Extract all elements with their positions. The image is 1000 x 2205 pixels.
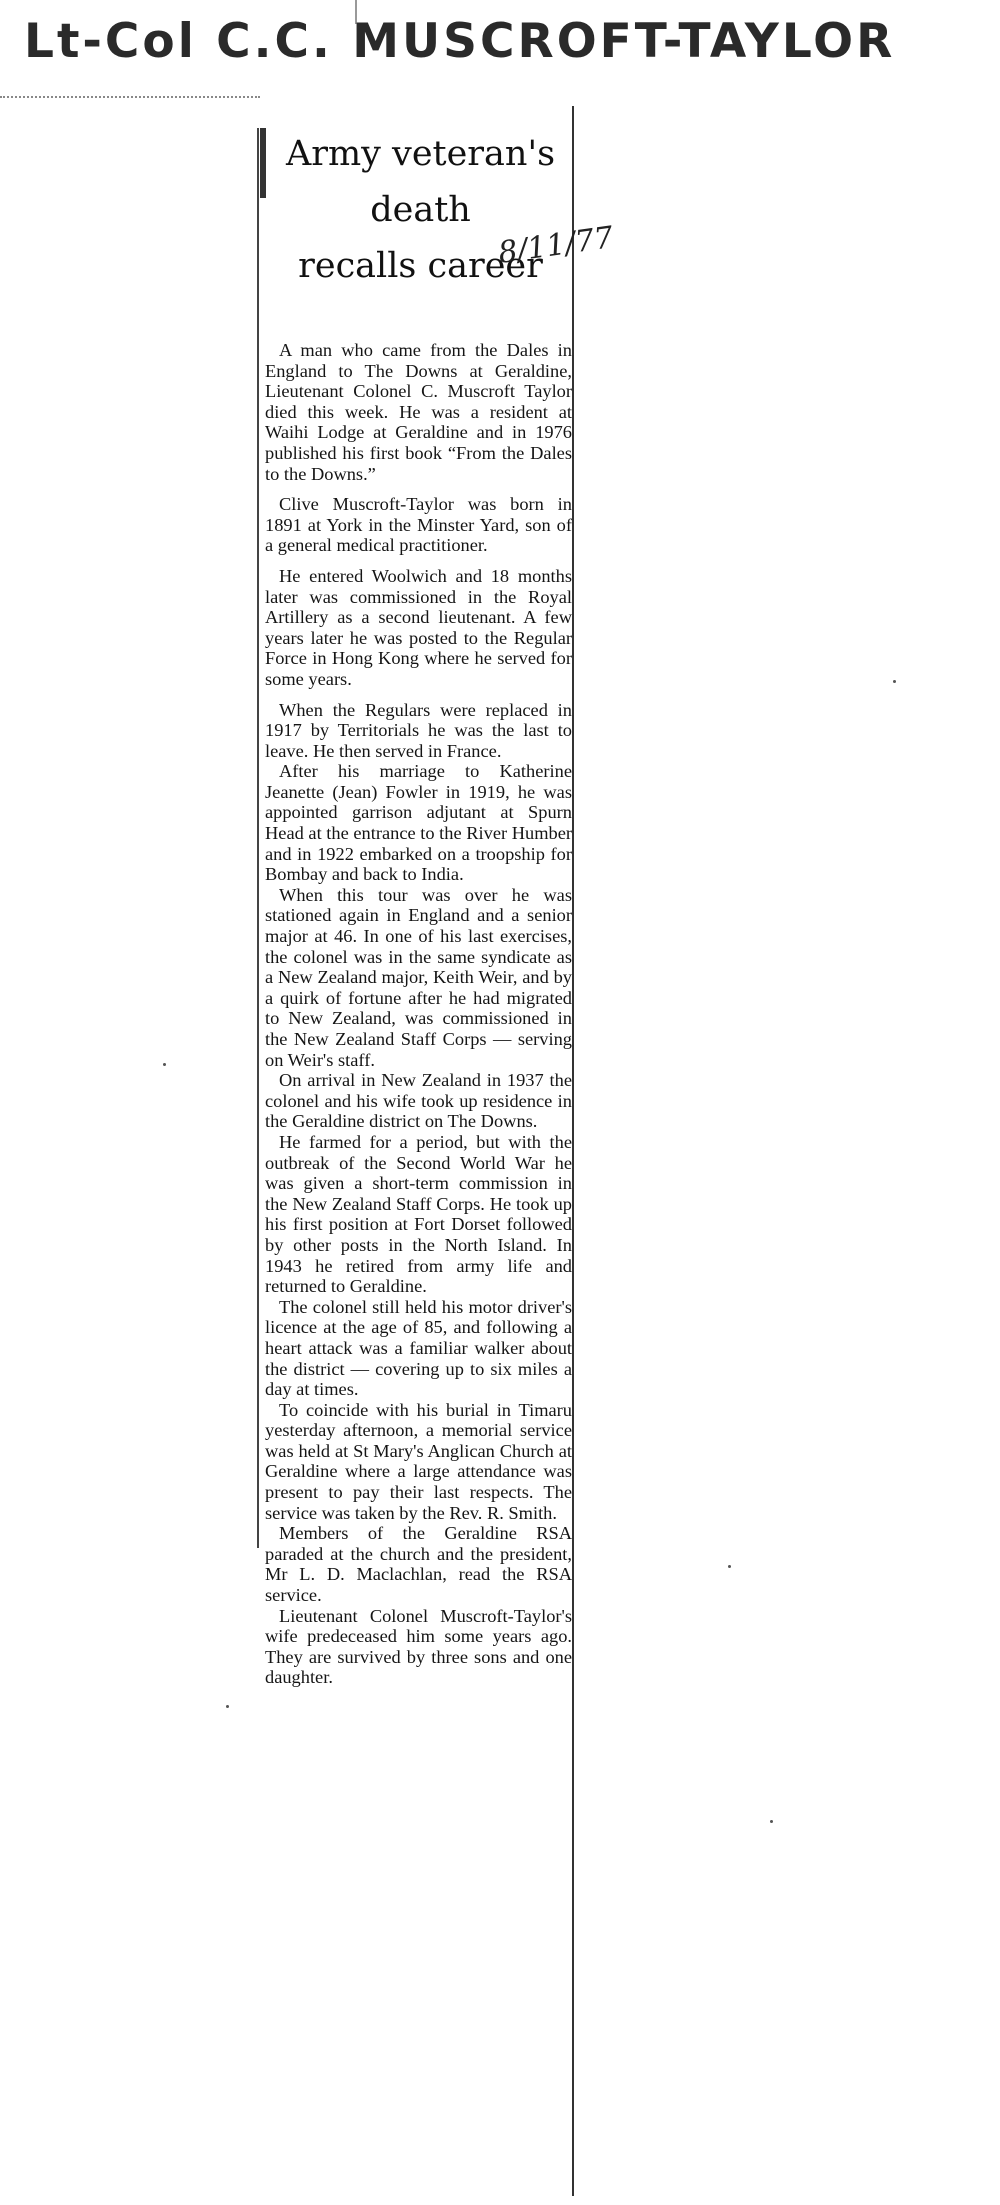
scan-speck [728,1565,731,1568]
clipping-headline-bar [260,128,266,198]
article-paragraph: A man who came from the Dales in England to The Downs at Geraldine, Lieutenant Colonel C. Muscroft Taylor died this week. He was a resident at Waihi Lodge at Geraldine and in 1976 published his first book “From the Dales to the Downs.” [265,340,572,484]
article-paragraph: To coincide with his burial in Timaru yesterday afternoon, a memorial service was held at St Mary's Anglican Church at Geraldine where a large attendance was present to pay their last respects. The service was taken by the Rev. R. Smith. [265,1399,572,1523]
article-paragraph: He farmed for a period, but with the outbreak of the Second World War he was given a short-term commission in the New Zealand Staff Corps. He took up his first position at Fort Dorset followed by other posts in the North Island. In 1943 he retired from army life and returned to Geraldine. [265,1131,572,1297]
clipping-right-edge [572,106,574,2196]
headline-line-1: Army veteran's [285,134,556,174]
headline-line-2: death [370,190,471,230]
scan-speck [163,1063,166,1066]
headline-line-3: recalls career [298,246,543,286]
article-headline [269,118,572,294]
article-paragraph: When the Regulars were replaced in 1917 by Territorials he was the last to leave. He then served in France. [265,699,572,761]
article-paragraph: After his marriage to Katherine Jeanette (Jean) Fowler in 1919, he was appointed garrison adjutant at Spurn Head at the entrance to the River Humber and in 1922 embarked on a troopship for Bombay and back to India. [265,761,572,885]
article-paragraph: He entered Woolwich and 18 months later was commissioned in the Royal Artillery as a second lieutenant. A few years later he was posted to the Regular Force in Hong Kong where he served for some years. [265,565,572,689]
newspaper-clipping [265,118,572,2193]
dotted-rule [0,96,260,98]
scan-speck [893,680,896,683]
article-paragraph: The colonel still held his motor driver's licence at the age of 85, and following a heart attack was a familiar walker about the district — covering up to six miles a day at times. [265,1296,572,1400]
scan-speck [226,1705,229,1708]
article-paragraph: Clive Muscroft-Taylor was born in 1891 at York in the Minster Yard, son of a general medical practitioner. [265,494,572,556]
handwritten-date: 8/11/77 [496,220,616,271]
clipping-left-edge [257,128,259,1548]
article-paragraph: Members of the Geraldine RSA paraded at the church and the president, Mr L. D. Maclachlan, read the RSA service. [265,1523,572,1606]
scan-speck [770,1820,773,1823]
article-paragraph: When this tour was over he was stationed again in England and a senior major at 46. In one of his last exercises, the colonel was in the same syndicate as a New Zealand major, Keith Weir, and by a quirk of fortune after he had migrated to New Zealand, was commissioned in the New Zealand Staff Corps — serving on Weir's staff. [265,884,572,1070]
article-paragraph: Lieutenant Colonel Muscroft-Taylor's wife predeceased him some years ago. They are survived by three sons and one daughter. [265,1605,572,1688]
article-body [265,340,572,1688]
article-paragraph: On arrival in New Zealand in 1937 the colonel and his wife took up residence in the Geraldine district on The Downs. [265,1070,572,1132]
page-title: Lt-Col C.C. MUSCROFT-TAYLOR [24,14,896,69]
